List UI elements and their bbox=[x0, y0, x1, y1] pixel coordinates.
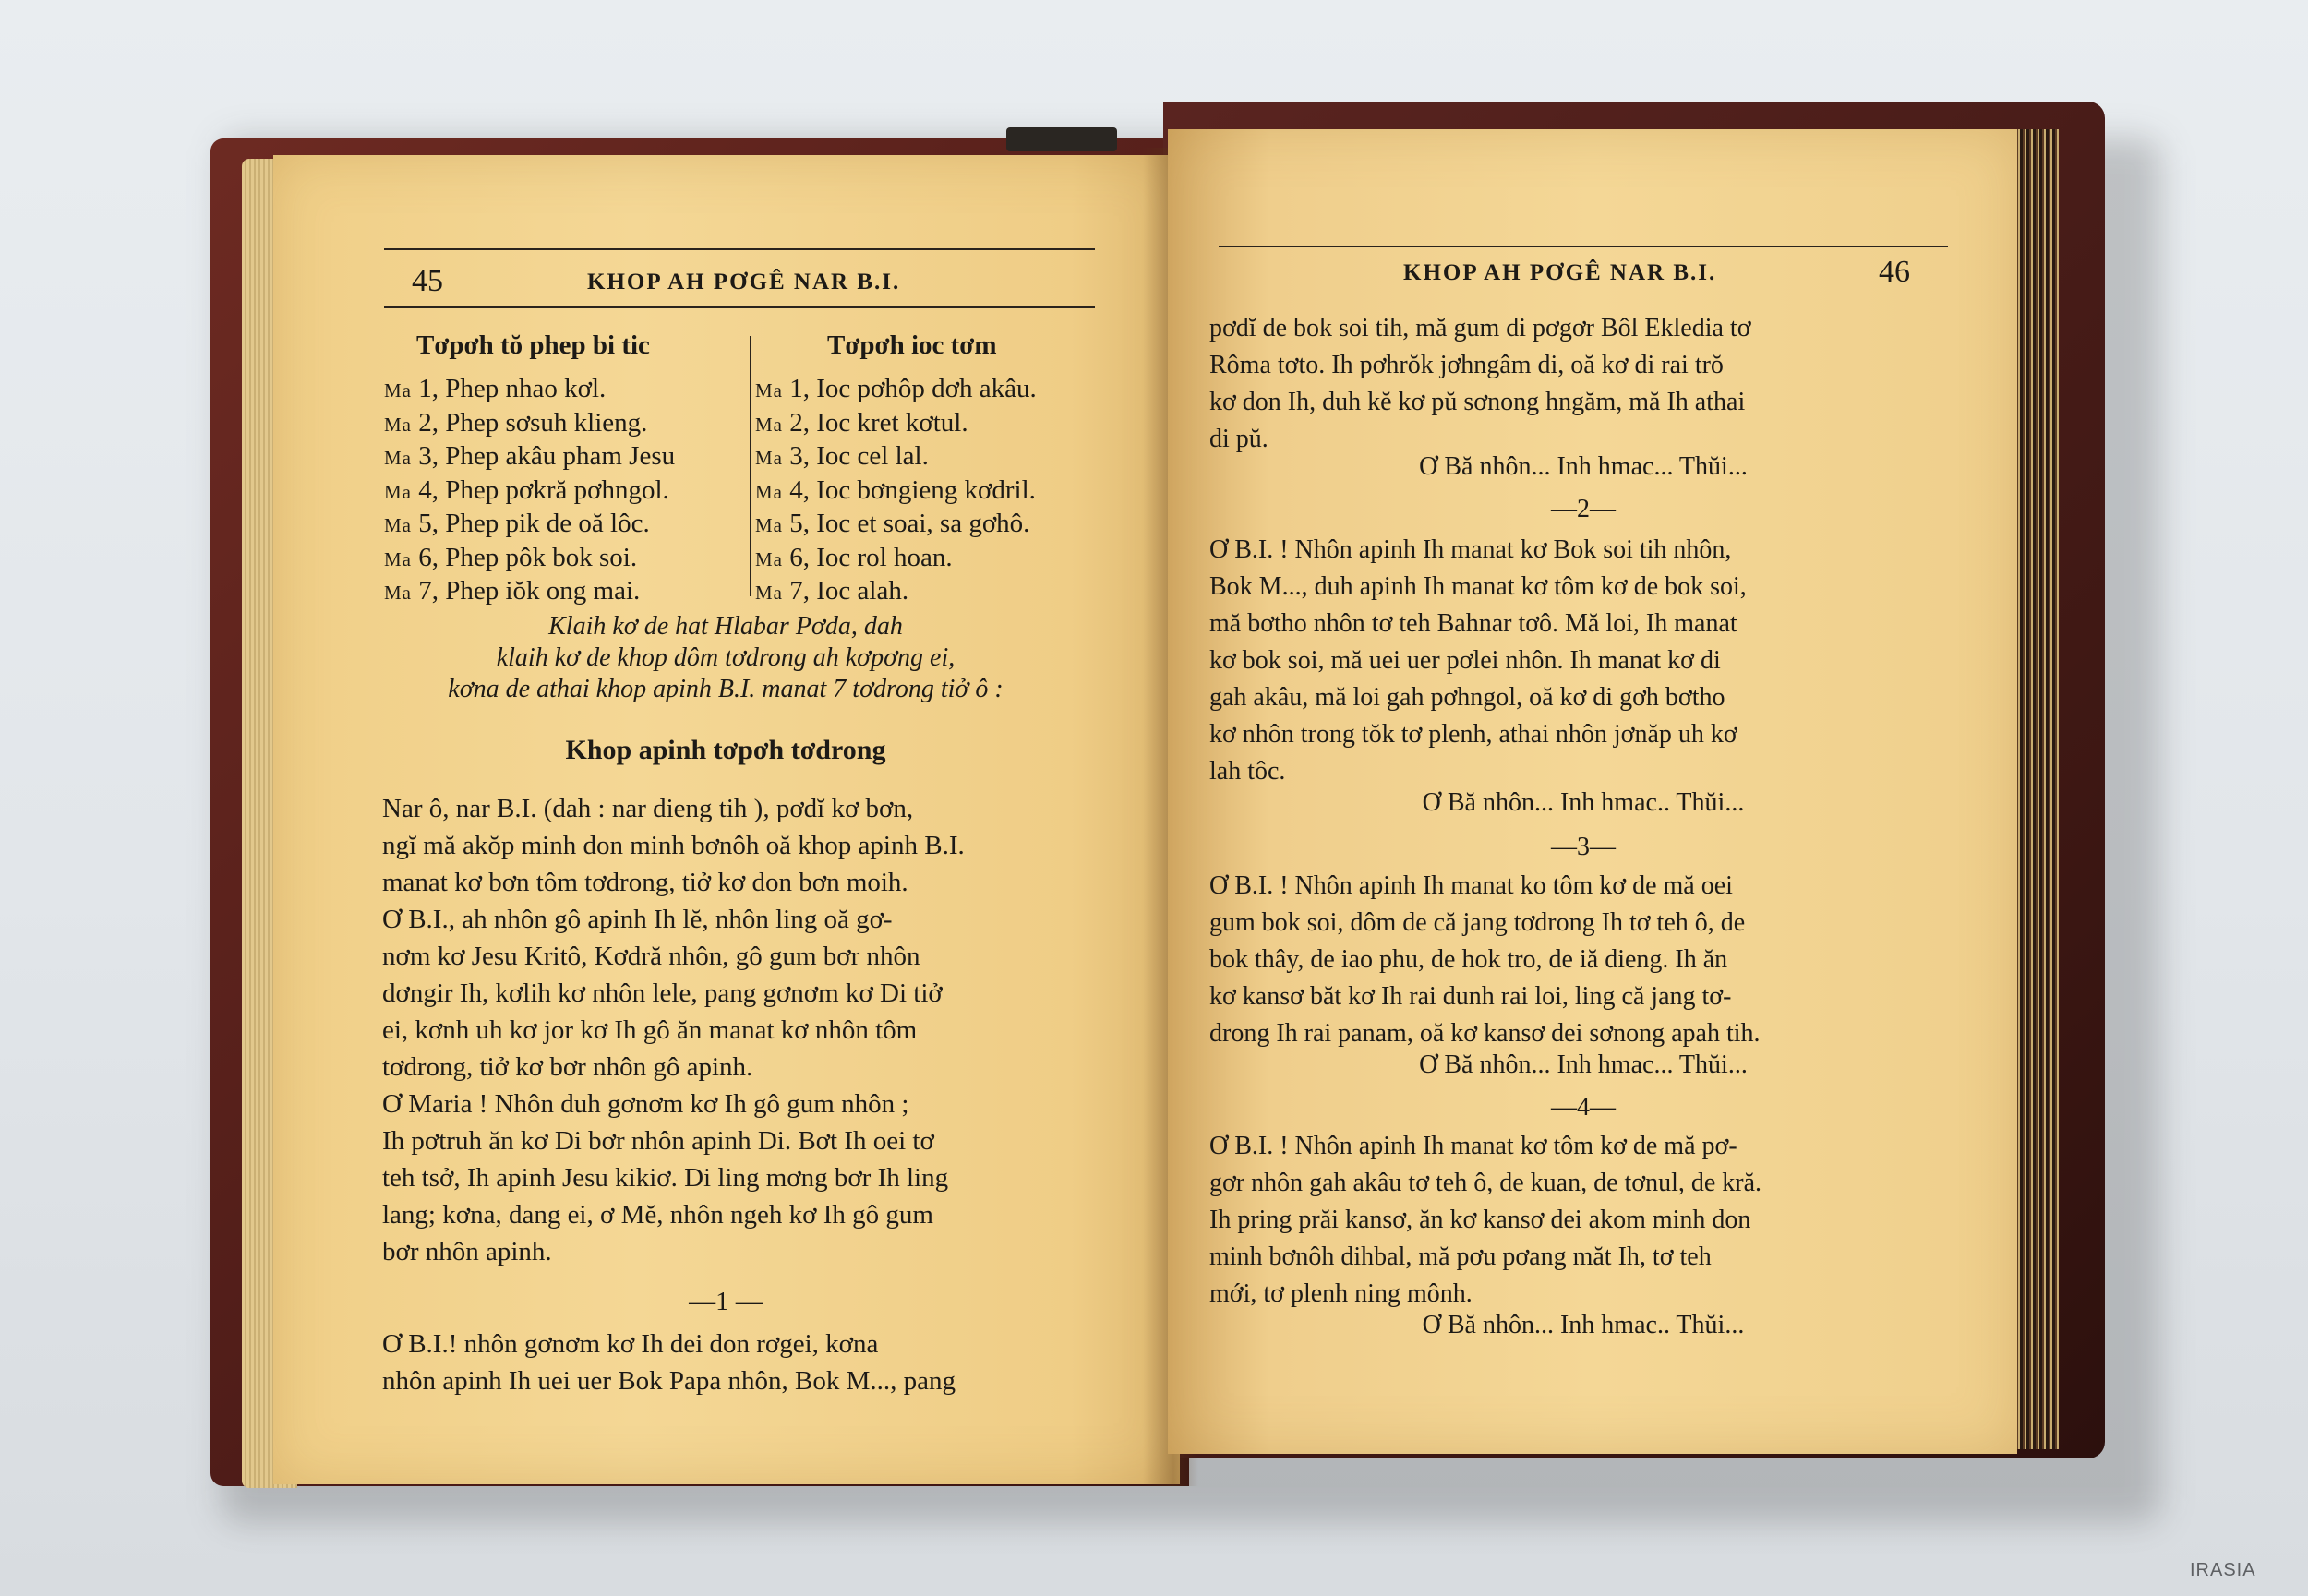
page-number: 46 bbox=[1879, 255, 1910, 289]
text-line: gum bok soi, dôm de că jang tơdrong Ih tơ teh ô, de bbox=[1209, 908, 1746, 937]
text-line: Ơ B.I.! nhôn gơnơm kơ Ih dei don rơgei, kơna bbox=[382, 1329, 879, 1359]
running-head: KHOP AH PƠGÊ NAR B.I. bbox=[1403, 260, 1717, 285]
section-number: —3— bbox=[1551, 833, 1616, 861]
list-item: Ma 1, Phep nhao kơl. bbox=[384, 374, 607, 403]
text-line: mới, tơ plenh ning mônh. bbox=[1209, 1279, 1473, 1308]
list-item: Ma 2, Phep sơsuh klieng. bbox=[384, 407, 648, 438]
section-title: Khop apinh tơpơh tơdrong bbox=[565, 735, 886, 765]
list-item: Ma 6, Ioc rol hoan. bbox=[755, 542, 953, 572]
prayer-body bbox=[382, 790, 965, 1270]
sins-list bbox=[755, 373, 1037, 609]
text-line: Ih pring prăi kansơ, ăn kơ kansơ dei akom minh don bbox=[1209, 1206, 1751, 1234]
text-line: kơ kansơ băt kơ Ih rai dunh rai loi, ling că jang tơ- bbox=[1209, 982, 1732, 1011]
list-item: Ma 7, Ioc alah. bbox=[755, 576, 909, 606]
list-item: Ma 3, Ioc cel lal. bbox=[755, 441, 929, 471]
text-line: kơna de athai khop apinh B.I. manat 7 tơdrong tiở ô : bbox=[448, 675, 1004, 703]
left-page bbox=[273, 155, 1180, 1484]
text-line: drong Ih rai panam, oă kơ kansơ dei sơnong apah tih. bbox=[1209, 1019, 1761, 1048]
list-item: Ma 3, Phep akâu pham Jesu bbox=[384, 441, 676, 471]
text-line: minh bơnôh dihbal, mă pơu pơang măt Ih, tơ teh bbox=[1209, 1242, 1712, 1271]
text-line: di pŭ. bbox=[1209, 425, 1268, 453]
list-item: Ma 6, Phep pôk bok soi. bbox=[384, 542, 638, 572]
header-rule-top bbox=[384, 248, 1095, 250]
text-line: Klaih kơ de hat Hlabar Pơda, dah bbox=[548, 612, 903, 641]
text-line: pơdĭ de bok soi tih, mă gum di pơgơr Bôl Ekledia tơ bbox=[1209, 314, 1751, 342]
page-number: 45 bbox=[412, 264, 443, 298]
text-line: Bok M..., duh apinh Ih manat kơ tôm kơ de bok soi, bbox=[1209, 572, 1747, 601]
header-rule-bottom bbox=[384, 306, 1095, 308]
list-item: Ma 5, Phep pik de oă lôc. bbox=[384, 509, 650, 538]
text-line: Ơ B.I. ! Nhôn apinh Ih manat kơ tôm kơ de mă pơ- bbox=[1209, 1132, 1737, 1160]
text-line: mă bơtho nhôn tơ teh Bahnar tơô. Mă loi, Ih manat bbox=[1209, 609, 1737, 638]
sacraments-list bbox=[384, 373, 675, 609]
list-item: Ma 1, Ioc pơhôp dơh akâu. bbox=[755, 374, 1037, 403]
text-line: nơm kơ Jesu Kritô, Kơdră nhôn, gô gum bơr nhôn bbox=[382, 942, 920, 971]
text-line: manat kơ bơn tôm tơdrong, tiở kơ don bơn moih. bbox=[382, 868, 908, 897]
refrain: Ơ Bă nhôn... Inh hmac... Thŭi... bbox=[1419, 1050, 1748, 1079]
text-line: gah akâu, mă loi gah pơhngol, oă kơ di gơh bơtho bbox=[1209, 683, 1725, 712]
section-number: —4— bbox=[1551, 1093, 1616, 1122]
text-line: kơ don Ih, duh kĕ kơ pŭ sơnong hngăm, mă Ih athai bbox=[1209, 388, 1746, 416]
list-item: Ma 4, Ioc bơngieng kơdril. bbox=[755, 474, 1036, 505]
text-line: klaih kơ de khop dôm tơdrong ah kơpơng ei, bbox=[496, 643, 956, 672]
prayer-part-2 bbox=[1209, 532, 1747, 790]
text-line: Ơ B.I. ! Nhôn apinh Ih manat ko tôm kơ de mă oei bbox=[1209, 871, 1733, 900]
text-line: lah tôc. bbox=[1209, 757, 1286, 786]
text-line: kơ nhôn trong tŏk tơ plenh, athai nhôn jơnăp uh kơ bbox=[1209, 720, 1737, 749]
text-line: Ih pơtruh ăn kơ Di bơr nhôn apinh Di. Bơt Ih oei tơ bbox=[382, 1126, 934, 1156]
watermark: IRASIA bbox=[2190, 1560, 2256, 1580]
text-line: lang; kơna, dang ei, ơ Mĕ, nhôn ngeh kơ Ih gô gum bbox=[382, 1200, 933, 1230]
list-item: Ma 4, Phep pơkră pơhngol. bbox=[384, 474, 669, 505]
section-number: —2— bbox=[1551, 495, 1616, 523]
prayer-part-3 bbox=[1209, 868, 1761, 1052]
col2-heading: Tơpơh ioc tơm bbox=[827, 330, 997, 360]
prayer-part-4 bbox=[1209, 1128, 1761, 1313]
column-divider bbox=[750, 336, 751, 596]
refrain: Ơ Bă nhôn... Inh hmac... Thŭi... bbox=[1419, 452, 1748, 481]
text-line: bơr nhôn apinh. bbox=[382, 1237, 552, 1266]
list-item: Ma 2, Ioc kret kơtul. bbox=[755, 407, 968, 438]
section-number: —1 — bbox=[689, 1287, 763, 1316]
text-line: nhôn apinh Ih uei uer Bok Papa nhôn, Bok M..., pang bbox=[382, 1366, 956, 1396]
list-item: Ma 7, Phep iŏk ong mai. bbox=[384, 576, 641, 606]
text-line: teh tsở, Ih apinh Jesu kikiơ. Di ling mơng bơr Ih ling bbox=[382, 1163, 949, 1193]
text-line: dơngir Ih, kơlih kơ nhôn lele, pang gơnơm kơ Di tiở bbox=[382, 978, 943, 1008]
text-line: ngĭ mă akŏp minh don minh bơnôh oă khop apinh B.I. bbox=[382, 831, 965, 860]
text-line: Nar ô, nar B.I. (dah : nar dieng tih ), pơdĭ kơ bơn, bbox=[382, 794, 914, 823]
header-rule-top bbox=[1219, 246, 1948, 247]
italic-instruction bbox=[366, 611, 1086, 705]
right-page bbox=[1168, 129, 2017, 1454]
prayer-part-1 bbox=[382, 1326, 956, 1399]
col1-heading: Tơpơh tŏ phep bi tic bbox=[416, 330, 650, 360]
list-item: Ma 5, Ioc et soai, sa gơhô. bbox=[755, 509, 1030, 538]
running-head: KHOP AH PƠGÊ NAR B.I. bbox=[587, 270, 901, 294]
text-line: ei, kơnh uh kơ jor kơ Ih gô ăn manat kơ nhôn tôm bbox=[382, 1015, 918, 1045]
text-line: Rôma tơto. Ih pơhrŏk jơhngâm di, oă kơ di rai trŏ bbox=[1209, 351, 1724, 379]
text-line: gơr nhôn gah akâu tơ teh ô, de kuan, de tơnul, de kră. bbox=[1209, 1169, 1762, 1197]
refrain: Ơ Bă nhôn... Inh hmac.. Thŭi... bbox=[1422, 788, 1745, 817]
text-line: bok thây, de iao phu, de hok tro, de iă dieng. Ih ăn bbox=[1209, 945, 1728, 974]
text-line: Ơ Maria ! Nhôn duh gơnơm kơ Ih gô gum nhôn ; bbox=[382, 1089, 909, 1119]
text-line: Ơ B.I. ! Nhôn apinh Ih manat kơ Bok soi tih nhôn, bbox=[1209, 535, 1732, 564]
book-spine bbox=[1006, 127, 1117, 151]
text-line: kơ bok soi, mă uei uer pơlei nhôn. Ih manat kơ di bbox=[1209, 646, 1721, 675]
prayer-continuation bbox=[1209, 310, 1751, 458]
text-line: tơdrong, tiở kơ bơr nhôn gô apinh. bbox=[382, 1052, 753, 1082]
text-line: Ơ B.I., ah nhôn gô apinh Ih lĕ, nhôn ling oă gơ- bbox=[382, 905, 893, 934]
refrain: Ơ Bă nhôn... Inh hmac.. Thŭi... bbox=[1422, 1311, 1745, 1339]
